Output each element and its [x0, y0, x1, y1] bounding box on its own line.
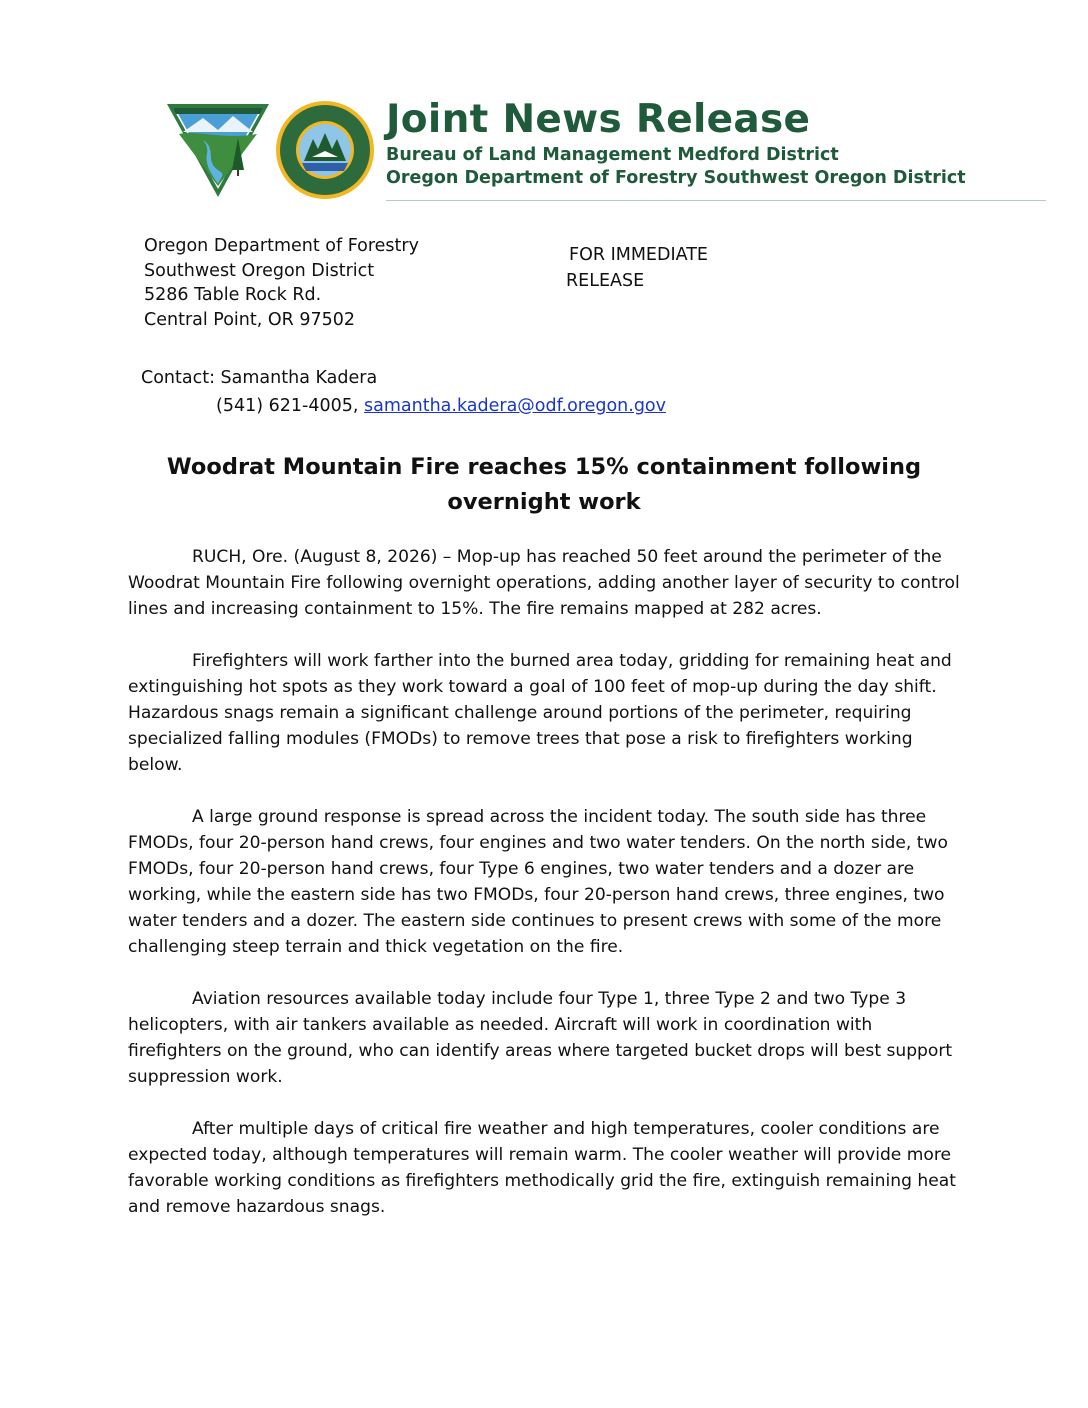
address-line: Oregon Department of Forestry — [144, 236, 419, 256]
masthead-agency-odf: Oregon Department of Forestry Southwest Oregon District — [386, 168, 966, 188]
press-body — [128, 544, 968, 1246]
headline: Woodrat Mountain Fire reaches 15% containment following overnight work — [166, 454, 922, 515]
contact-name: Contact: Samantha Kadera — [141, 368, 378, 388]
address-line: Central Point, OR 97502 — [144, 309, 356, 330]
release-notice — [566, 242, 708, 294]
contact-details — [141, 392, 666, 420]
contact-block — [141, 364, 666, 420]
body-paragraph: Aviation resources available today include four Type 1, three Type 2 and two Type 3 helicopters, with air tankers available as needed. Aircraft will work in coordination with firefighters on the ground, who can identify areas where targeted bucket drops will best support suppression work. — [128, 989, 953, 1087]
release-line: FOR IMMEDIATE — [569, 245, 708, 265]
masthead-title: Joint News Release — [386, 97, 811, 142]
contact-phone: (541) 621-4005, — [216, 396, 359, 416]
sender-address — [144, 234, 419, 332]
address-line: 5286 Table Rock Rd. — [144, 285, 322, 305]
body-paragraph: After multiple days of critical fire weather and high temperatures, cooler conditions are expected today, although temperatures will remain warm. The cooler weather will provide more favorable working conditions as firefighters methodically grid the fire, extinguish remaining heat and remove hazardous snags. — [128, 1119, 956, 1217]
masthead — [386, 96, 1046, 190]
masthead-agency-blm: Bureau of Land Management Medford District — [386, 145, 839, 165]
body-paragraph: A large ground response is spread across the incident today. The south side has three FMODs, four 20-person hand crews, four engines and two water tenders. On the north side, two FMODs, four 20-person hand crews, four Type 6 engines, two water tenders and a dozer are working, while the eastern side has two FMODs, four 20-person hand crews, three engines, two water tenders and a dozer. The eastern side continues to present crews with some of the more challenging steep terrain and thick vegetation on the fire. — [128, 807, 948, 957]
masthead-divider — [386, 200, 1046, 201]
body-paragraph: Firefighters will work farther into the burned area today, gridding for remaining heat and extinguishing hot spots as they work toward a goal of 100 feet of mop-up during the day shift. Hazardous snags remain a significant challenge around portions of the perimeter, requiring specialized falling modules (FMODs) to remove trees that pose a risk to firefighters working below. — [128, 651, 952, 775]
contact-email-link[interactable]: samantha.kadera@odf.oregon.gov — [364, 396, 666, 416]
address-line: Southwest Oregon District — [144, 260, 375, 281]
body-paragraph: RUCH, Ore. (August 8, 2026) – Mop-up has reached 50 feet around the perimeter of the Woodrat Mountain Fire following overnight operations, adding another layer of security to control lines and increasing containment to 15%. The fire remains mapped at 282 acres. — [128, 547, 960, 619]
release-line: RELEASE — [566, 271, 645, 291]
odf-round-seal-logo — [274, 99, 376, 201]
blm-shield-logo — [163, 100, 273, 200]
